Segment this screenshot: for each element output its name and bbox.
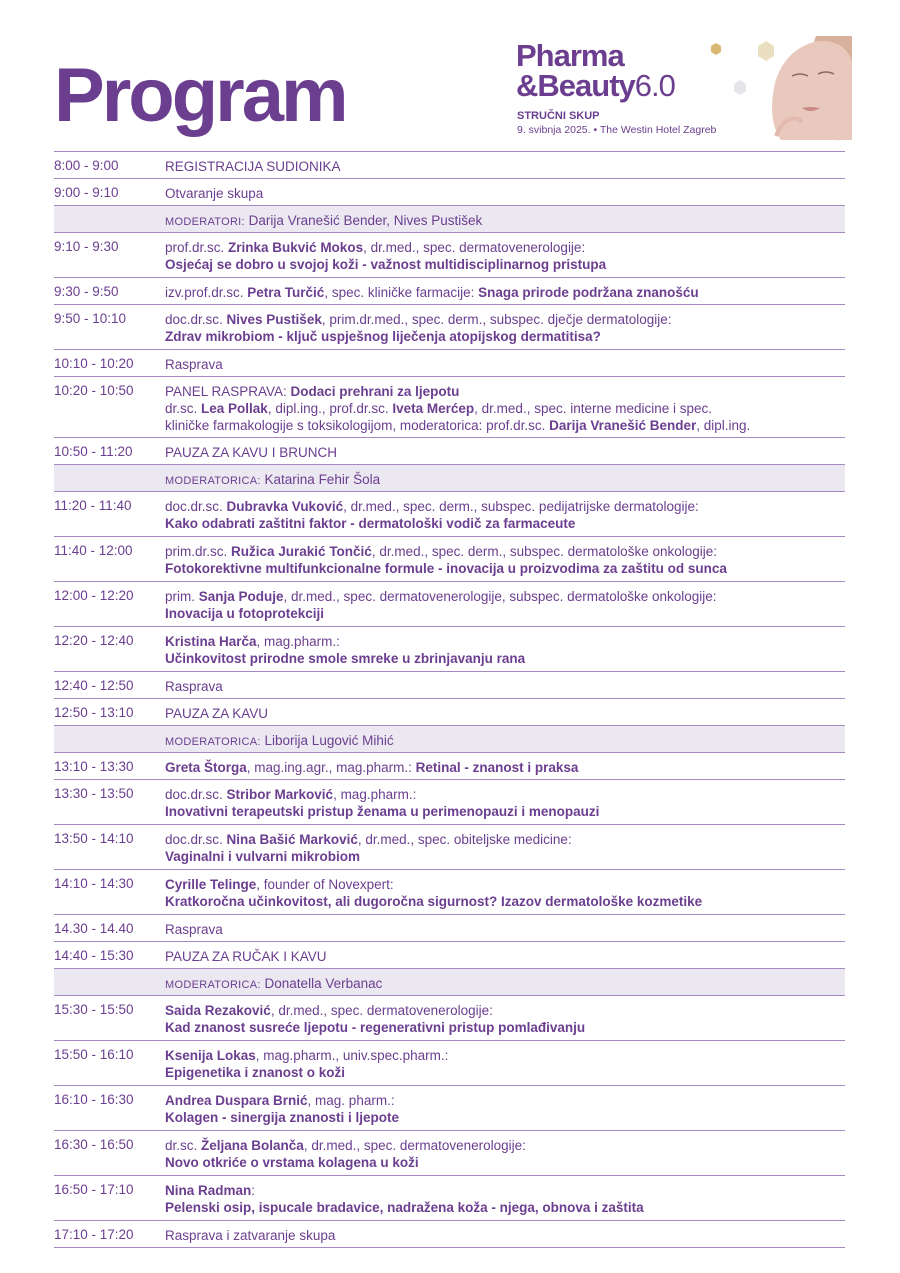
session-content (165, 471, 845, 490)
session-line (165, 1092, 845, 1109)
text: , dr.med., spec. derm., subspec. pedijatrijske dermatologije: (343, 499, 699, 514)
text: , dr.med., spec. obiteljske medicine: (357, 832, 572, 847)
session-content (165, 1002, 845, 1036)
bold-text: Fotokorektivne multifunkcionalne formule - inovacija u proizvodima za zaštitu od sunca (165, 561, 727, 576)
text: , mag.ing.agr., mag.pharm.: (246, 760, 416, 775)
session-line (165, 400, 845, 417)
schedule-row (54, 305, 845, 350)
text: doc.dr.sc. (165, 499, 227, 514)
session-line (165, 1064, 845, 1081)
text: dr.sc. (165, 401, 202, 416)
session-time: 15:30 - 15:50 (54, 1002, 134, 1017)
text: Otvaranje skupa (165, 186, 264, 201)
text: , mag.pharm.: (333, 787, 417, 802)
session-content (165, 948, 845, 965)
schedule-row (54, 627, 845, 672)
schedule-row (54, 780, 845, 825)
session-line (165, 256, 845, 273)
session-line (165, 1109, 845, 1126)
session-content (165, 876, 845, 910)
logo-beauty (516, 70, 675, 101)
moderator-row (54, 465, 845, 492)
session-content (165, 158, 845, 175)
session-time: 11:40 - 12:00 (54, 543, 133, 558)
session-time: 13:50 - 14:10 (54, 831, 134, 846)
session-content (165, 311, 845, 345)
text: , mag.pharm., univ.spec.pharm.: (255, 1048, 449, 1063)
session-content (165, 498, 845, 532)
session-line (165, 705, 845, 722)
session-line (165, 311, 845, 328)
session-line (165, 239, 845, 256)
session-content (165, 383, 845, 434)
schedule-row (54, 915, 845, 942)
schedule-row (54, 699, 845, 726)
session-time: 14:10 - 14:30 (54, 876, 134, 891)
bold-text: Sanja Poduje (198, 589, 284, 604)
session-line (165, 732, 845, 751)
session-line (165, 328, 845, 345)
text: , dr.med., spec. dermatovenerologije, subspec. dermatološke onkologije: (283, 589, 717, 604)
session-line (165, 212, 845, 231)
session-time: 11:20 - 11:40 (54, 498, 132, 513)
session-content (165, 633, 845, 667)
text: : (251, 1183, 256, 1198)
bold-text: Inovativni terapeutski pristup ženama u perimenopauzi i menopauzi (165, 804, 600, 819)
session-line (165, 417, 845, 434)
schedule-row (54, 942, 845, 969)
bold-text: Kratkoročna učinkovitost, ali dugoročna sigurnost? Izazov dermatološke kozmetike (165, 894, 703, 909)
session-line (165, 185, 845, 202)
schedule-row (54, 870, 845, 915)
bold-text: Ružica Jurakić Tončić (231, 544, 372, 559)
bold-text: Nina Radman (165, 1183, 252, 1198)
session-line (165, 605, 845, 622)
session-time: 16:30 - 16:50 (54, 1137, 134, 1152)
schedule-row (54, 1221, 845, 1248)
session-line (165, 1137, 845, 1154)
session-time: 8:00 - 9:00 (54, 158, 119, 173)
session-line (165, 975, 845, 994)
session-line (165, 515, 845, 532)
text: , dipl.ing., prof.dr.sc. (267, 401, 393, 416)
bold-text: Kristina Harča (165, 634, 257, 649)
logo-date-place: 9. svibnja 2025. • The Westin Hotel Zagreb (517, 124, 717, 136)
text: , dipl.ing. (696, 418, 751, 433)
session-time: 10:10 - 10:20 (54, 356, 134, 371)
schedule-row (54, 996, 845, 1041)
text: , dr.med., spec. dermatovenerologije: (270, 1003, 493, 1018)
session-content (165, 678, 845, 695)
session-line (165, 498, 845, 515)
session-line (165, 633, 845, 650)
session-time: 14.30 - 14.40 (54, 921, 134, 936)
session-content (165, 759, 845, 776)
session-line (165, 1182, 845, 1199)
moderator-row (54, 206, 845, 233)
session-time: 10:20 - 10:50 (54, 383, 134, 398)
schedule-row (54, 233, 845, 278)
text: , prim.dr.med., spec. derm., subspec. dječje dermatologije: (321, 312, 672, 327)
session-line (165, 356, 845, 373)
schedule-row (54, 152, 845, 179)
session-line (165, 543, 845, 560)
bold-text: Saida Rezaković (165, 1003, 271, 1018)
session-content (165, 975, 845, 994)
session-time: 16:10 - 16:30 (54, 1092, 134, 1107)
session-line (165, 588, 845, 605)
text: , dr.med., spec. interne medicine i spec. (474, 401, 713, 416)
text: prof.dr.sc. (165, 240, 229, 255)
bold-text: Ksenija Lokas (165, 1048, 256, 1063)
bold-text: Kolagen - sinergija znanosti i ljepote (165, 1110, 400, 1125)
session-line (165, 759, 845, 776)
schedule-row (54, 672, 845, 699)
text: PAUZA ZA RUČAK I KAVU (165, 949, 327, 964)
text: kliničke farmakologije s toksikologijom, moderatorica: prof.dr.sc. (165, 418, 550, 433)
session-line (165, 678, 845, 695)
session-line (165, 803, 845, 820)
session-content (165, 831, 845, 865)
session-time: 13:30 - 13:50 (54, 786, 134, 801)
bold-text: Darija Vranešić Bender (549, 418, 697, 433)
schedule-row (54, 1041, 845, 1086)
bold-text: Nina Bašić Marković (226, 832, 358, 847)
schedule-row (54, 377, 845, 438)
session-line (165, 284, 845, 301)
session-time: 17:10 - 17:20 (54, 1227, 134, 1242)
schedule-table (54, 151, 845, 1248)
session-time: 12:50 - 13:10 (54, 705, 134, 720)
bold-text: Dubravka Vuković (226, 499, 344, 514)
schedule-row (54, 1086, 845, 1131)
session-line (165, 948, 845, 965)
session-line (165, 1199, 845, 1216)
session-time: 14:40 - 15:30 (54, 948, 134, 963)
bold-text: Pelenski osip, ispucale bradavice, nadražena koža - njega, obnova i zaštita (165, 1200, 644, 1215)
bold-text: Greta Štorga (165, 760, 247, 775)
text: , dr.med., spec. dermatovenerologije: (363, 240, 586, 255)
moderator-row (54, 969, 845, 996)
session-content (165, 185, 845, 202)
bold-text: Željana Bolanča (201, 1138, 304, 1153)
schedule-row (54, 753, 845, 780)
bold-text: Petra Turčić (247, 285, 325, 300)
text: doc.dr.sc. (165, 832, 227, 847)
text: , dr.med., spec. derm., subspec. dermatološke onkologije: (371, 544, 718, 559)
moderator-label: MODERATORICA: (165, 475, 261, 487)
bold-text: Nives Pustišek (226, 312, 322, 327)
session-content (165, 444, 845, 461)
bold-text: Zrinka Bukvić Mokos (228, 240, 364, 255)
text: PAUZA ZA KAVU I BRUNCH (165, 445, 338, 460)
bold-text: Dodaci prehrani za ljepotu (290, 384, 460, 399)
session-line (165, 786, 845, 803)
bold-text: Andrea Duspara Brnić (165, 1093, 308, 1108)
session-line (165, 831, 845, 848)
text: izv.prof.dr.sc. (165, 285, 248, 300)
session-line (165, 471, 845, 490)
session-line (165, 560, 845, 577)
text: REGISTRACIJA SUDIONIKA (165, 159, 341, 174)
session-time: 9:50 - 10:10 (54, 311, 127, 326)
bold-text: Vaginalni i vulvarni mikrobiom (165, 849, 361, 864)
text: Rasprava i zatvaranje skupa (165, 1228, 336, 1243)
logo-pharma: Pharma (516, 38, 624, 73)
logo-version: 6.0 (634, 68, 675, 103)
session-line (165, 876, 845, 893)
session-content (165, 786, 845, 820)
session-content (165, 705, 845, 722)
text: , dr.med., spec. dermatovenerologije: (303, 1138, 526, 1153)
session-content (165, 543, 845, 577)
session-time: 9:30 - 9:50 (54, 284, 119, 299)
session-content (165, 212, 845, 231)
session-time: 16:50 - 17:10 (54, 1182, 134, 1197)
text: , founder of Novexpert: (256, 877, 394, 892)
session-line (165, 848, 845, 865)
bold-text: Retinal - znanost i praksa (415, 760, 579, 775)
text: Darija Vranešić Bender, Nives Pustišek (244, 213, 483, 228)
schedule-row (54, 1176, 845, 1221)
text: Donatella Verbanac (260, 976, 383, 991)
moderator-label: MODERATORICA: (165, 736, 261, 748)
text: Liborija Lugović Mihić (260, 733, 394, 748)
bold-text: Inovacija u fotoprotekciji (165, 606, 325, 621)
schedule-row (54, 492, 845, 537)
session-content (165, 1137, 845, 1171)
session-content (165, 356, 845, 373)
gold-hexagon-icon (711, 43, 721, 55)
moderator-label: MODERATORI: (165, 216, 245, 228)
schedule-row (54, 278, 845, 305)
text: doc.dr.sc. (165, 787, 227, 802)
session-line (165, 383, 845, 400)
session-line (165, 650, 845, 667)
text: PANEL RASPRAVA: (165, 384, 291, 399)
session-line (165, 1047, 845, 1064)
text: prim.dr.sc. (165, 544, 232, 559)
text: doc.dr.sc. (165, 312, 227, 327)
session-content (165, 284, 845, 301)
session-time: 9:10 - 9:30 (54, 239, 119, 254)
text: Rasprava (165, 357, 223, 372)
bold-text: Iveta Merćep (392, 401, 475, 416)
schedule-row (54, 179, 845, 206)
page-title: Program (54, 53, 346, 138)
session-line (165, 1002, 845, 1019)
text: PAUZA ZA KAVU (165, 706, 269, 721)
session-content (165, 588, 845, 622)
session-line (165, 1019, 845, 1036)
session-time: 12:20 - 12:40 (54, 633, 134, 648)
text: prim. (165, 589, 199, 604)
bold-text: Stribor Marković (226, 787, 334, 802)
bold-text: Učinkovitost prirodne smole smreke u zbrinjavanju rana (165, 651, 526, 666)
session-line (165, 158, 845, 175)
session-time: 10:50 - 11:20 (54, 444, 133, 459)
session-line (165, 1154, 845, 1171)
schedule-row (54, 582, 845, 627)
bold-text: Zdrav mikrobiom - ključ uspješnog liječenja atopijskog dermatitisa? (165, 329, 601, 344)
session-line (165, 921, 845, 938)
text: Katarina Fehir Šola (260, 472, 381, 487)
text: , mag.pharm.: (256, 634, 340, 649)
schedule-row (54, 1131, 845, 1176)
session-content (165, 1047, 845, 1081)
event-logo (516, 40, 856, 150)
text: , spec. kliničke farmacije: (324, 285, 479, 300)
bold-text: Novo otkriće o vrstama kolagena u koži (165, 1155, 419, 1170)
text: , mag. pharm.: (307, 1093, 395, 1108)
schedule-row (54, 438, 845, 465)
session-line (165, 1227, 845, 1244)
logo-subtitle: STRUČNI SKUP (517, 110, 600, 122)
session-content (165, 732, 845, 751)
schedule-row (54, 350, 845, 377)
moderator-row (54, 726, 845, 753)
session-time: 13:10 - 13:30 (54, 759, 134, 774)
gold-hexagon-icon (758, 41, 774, 61)
schedule-row (54, 537, 845, 582)
session-line (165, 444, 845, 461)
bold-text: Osjećaj se dobro u svojoj koži - važnost multidisciplinarnog pristupa (165, 257, 607, 272)
bold-text: Kako odabrati zaštitni faktor - dermatološki vodič za farmaceute (165, 516, 576, 531)
session-content (165, 1092, 845, 1126)
moderator-label: MODERATORICA: (165, 979, 261, 991)
session-time: 12:00 - 12:20 (54, 588, 134, 603)
session-content (165, 1227, 845, 1244)
bold-text: Cyrille Telinge (165, 877, 257, 892)
beauty-face-illustration (706, 36, 856, 146)
session-content (165, 1182, 845, 1216)
session-time: 12:40 - 12:50 (54, 678, 134, 693)
text: Rasprava (165, 679, 223, 694)
session-time: 15:50 - 16:10 (54, 1047, 134, 1062)
logo-beauty-text: &Beauty (516, 68, 635, 103)
session-content (165, 921, 845, 938)
text: dr.sc. (165, 1138, 202, 1153)
schedule-row (54, 825, 845, 870)
session-content (165, 239, 845, 273)
session-time: 9:00 - 9:10 (54, 185, 119, 200)
bold-text: Lea Pollak (201, 401, 268, 416)
session-line (165, 893, 845, 910)
bold-text: Snaga prirode podržana znanošću (478, 285, 699, 300)
grey-hexagon-icon (734, 80, 746, 95)
bold-text: Epigenetika i znanost o koži (165, 1065, 346, 1080)
bold-text: Kad znanost susreće ljepotu - regenerativni pristup pomlađivanju (165, 1020, 586, 1035)
text: Rasprava (165, 922, 223, 937)
